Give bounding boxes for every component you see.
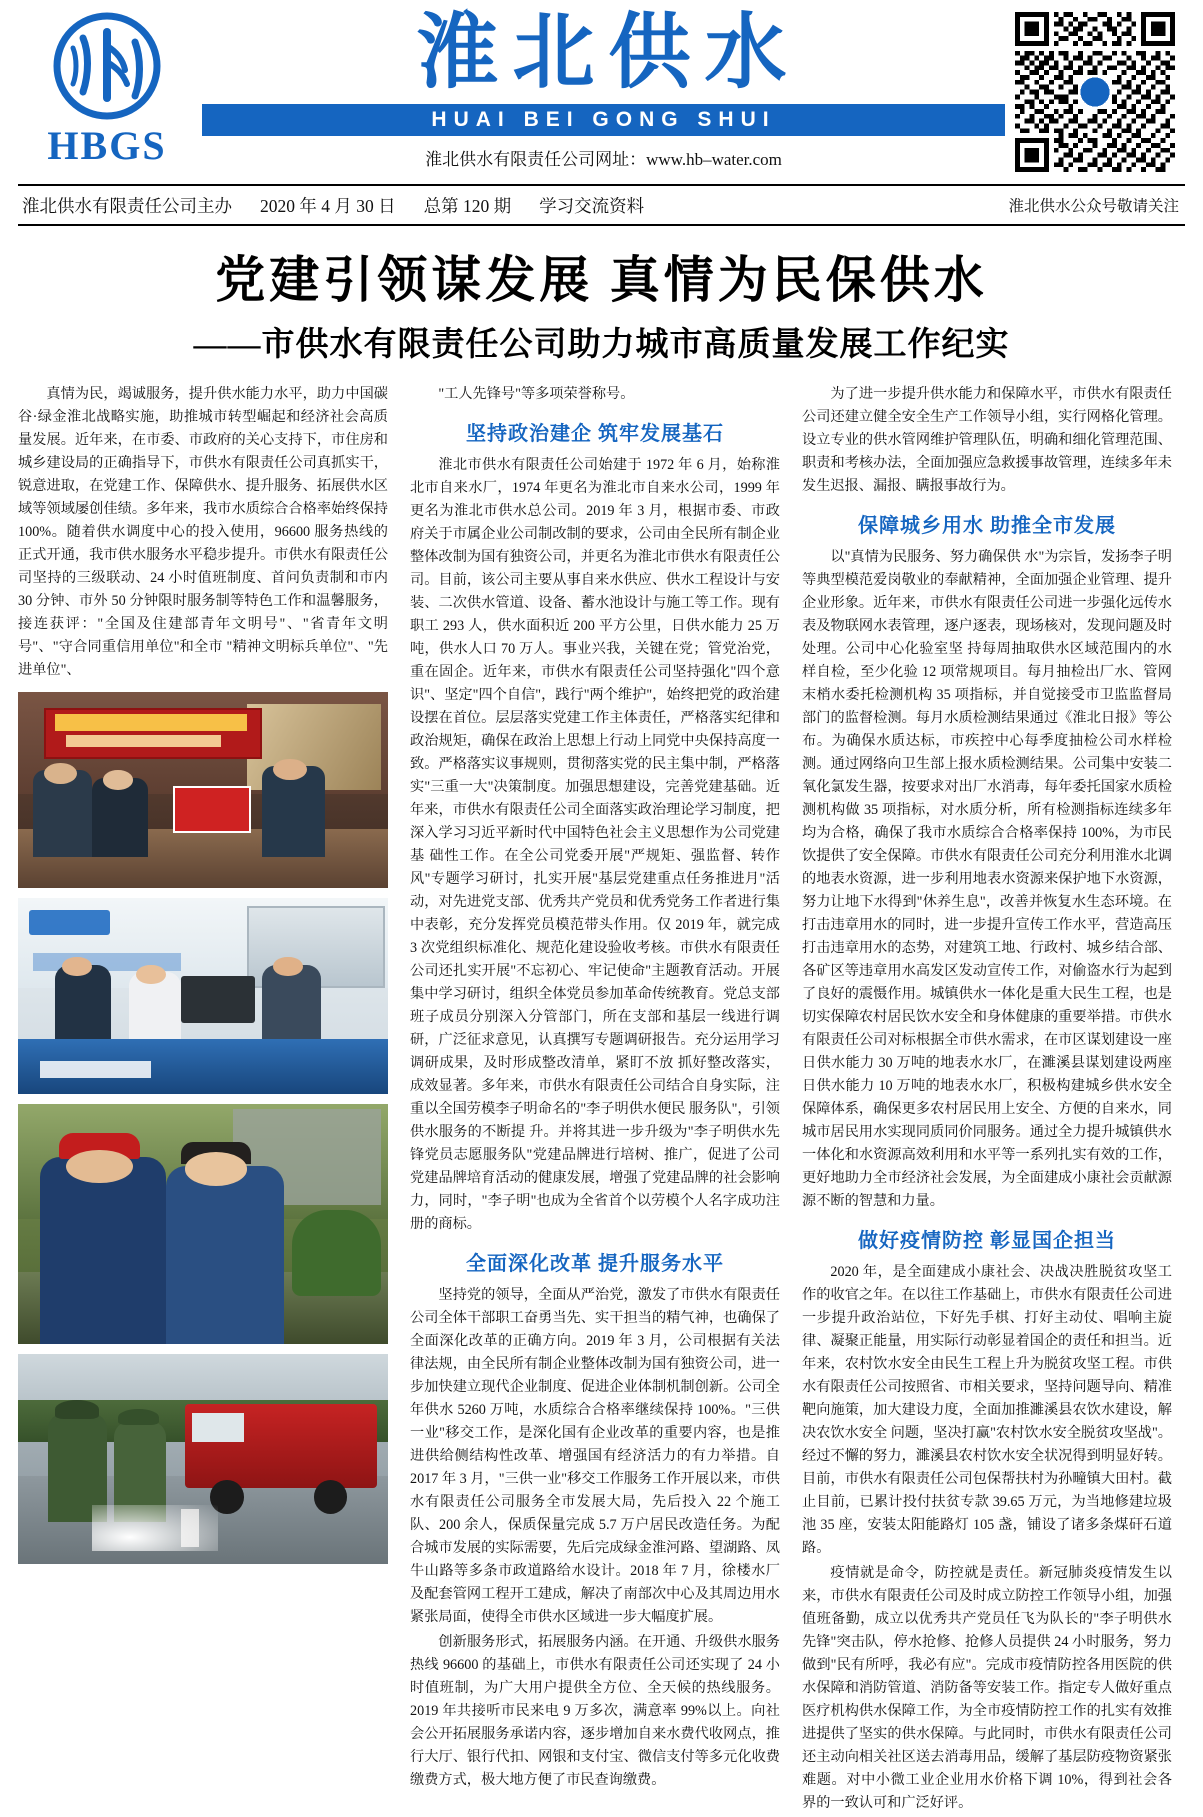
title-block <box>196 7 1005 170</box>
masthead-website: 淮北供水有限责任公司网址：www.hb–water.com <box>425 150 782 169</box>
paragraph: "工人先锋号"等多项荣誉称号。 <box>438 386 635 402</box>
paragraph: 真情为民，竭诚服务，提升供水能力水平，助力中国碳谷·绿金淮北战略实施，助推城市转型崛起和经济社会高质量发展。近年来，在市委、市政府的关心支持下，市住房和城乡建设局的正确指导下，市供水有限责任公司真抓实干，锐意进取，在党建工作、保障供水、提升服务、拓展供水区域等领域屡创佳绩。多年来，我市水质综合合格率始终保持 100%。随着供水调度中心的投入使用，96600 服务热线的正式开通，我市供水服务水平稳步提升。市供水有限责任公司坚持的三级联动、24 小时值班制度、首问负责制和市内 30 分钟、市外 50 分钟限时服务制等特色工作和温馨服务，接连获评："全国及住建部青年文明号"、"省青年文明号"、"守合同重信用单位"和全市 "精神文明标兵单位"、"先进单位"、 <box>18 386 388 678</box>
paragraph: 疫情就是命令，防控就是责任。新冠肺炎疫情发生以来，市供水有限责任公司及时成立防控工作领导小组，加强值班备勤，成立以优秀共产党员任飞为队长的"李子明供水先锋"突击队，停水抢修、抢修人员提供 24 小时服务，努力做到"民有所呼，我必有应"。完成市疫情防控各用医院的供水保障和消防管道、消防备等安装工作。指定专人做好重点医疗机构供水保障工作，为全市疫情防控工作的扎实有效推进提供了坚实的供水保障。与此同时，市供水有限责任公司还主动向相关社区送去消毒用品，缓解了基层防疫物资紧张难题。对中小微工业企业用水价格下调 10%，得到社会各界的一致认可和广泛好评。 <box>802 1565 1172 1811</box>
column-1 <box>18 383 388 1817</box>
paragraph: 淮北市供水有限责任公司始建于 1972 年 6 月，始称淮北市自来水厂，1974 年更名为淮北市自来水公司，1999 年更名为淮北市供水总公司。2019 年 3 月，根据市委、市政府关于市属企业公司制改制的要求，公司由全民所有制企业整体改制为国有独资公司，并更名为淮北市供水有限责任公司。目前，该公司主要从事自来水供应、供水工程设计与安装、二次供水管道、设备、蓄水池设计与施工等工作。现有职工 293 人，供水面积近 200 平方公里，日供水能力 25 万吨，供水人口 70 万人。事业兴我，关键在党；管党治党，重在固企。近年来，市供水有限责任公司坚持强化"四个意 识"、坚定"四个自信"，践行"两个维护"，始终把党的政治建设摆在首位。层层落实党建工作主体责任，严格落实纪律和政治规矩，确保在政治上思想上行动上同党中央保持高度一致。严格落实议事规则，贯彻落实党的民主集中制，严格落实"三重一大"决策制度。加强思想建设，完善党建基础。近年来，市供水有限责任公司全面落实政治理论学习制度，把深入学习习近平新时代中国特色社会主义思想作为公司党建基 础性工作。在全公司党委开展"严规矩、强监督、转作风"专题学习研讨，扎实开展"基层党建重点任务推进月"活动，对先进党支部、优秀共产党员和优秀党务工作者进行集中表彰，充分发挥党员模范带头作用。仅 2019 年，就完成 3 次党组织标准化、规范化建设验收考核。市供水有限责任公司还扎实开展"不忘初心、牢记使命"主题教育活动。开展集中学习研讨，组织全体党员参加革命传统教育。党总支部班子成员分别深入分管部门，所在支部和基层一线进行调 研，广泛征求意见，认真撰写专题调研报告。充分运用学习调研成果，及时形成整改清单，紧盯不放 抓好整改落实，成效显著。多年来，市供水有限责任公司结合自身实际，注重以全国劳模李子明命名的"李子明供水便民 服务队"，引领供水服务的不断提 升。并将其进一步升级为"李子明供水先锋党员志愿服务队"党建品牌进行培树、推广，促进了公司党建品牌培育活动的健康发展，增强了党建品牌的社会影响力，同时，"李子明"也成为全省首个以劳模个人名字成功注册的商标。 <box>410 457 780 1232</box>
section-heading-political-party-building: 坚持政治建企 筑牢发展基石 <box>466 423 724 445</box>
photo-field-service <box>18 1104 388 1344</box>
section-heading-urban-rural-water: 保障城乡用水 助推全市发展 <box>858 515 1116 537</box>
paragraph: 以"真情为民服务、努力确保供 水"为宗旨，发扬李子明等典型模范爱岗敬业的奉献精神，全面加强企业管理、提升企业形象。近年来，市供水有限责任公司进一步强化远传水表及物联网水表管理，逐户逐表，现场核对，发现问题及时处理。公司中心化验室坚 持每周抽取供水区域范围内的水样自检，至少化验 12 项常规项目。每月抽检出厂水、管网末梢水委托检测机构 35 项指标，并自觉接受市卫监监督局部门的监督检测。每月水质检测结果通过《淮北日报》等公布。为确保水质达标，市疾控中心每季度抽检公司水样检测。通过网络向卫生部上报水质检测结果。公司集中安装二氧化氯发生器，按要求对出厂水消毒，每年委托国家水质检 测机构做 35 项指标，对水质分析，所有检测指标连续多年均为合格，确保了我市水质综合合格率保持 100%，为市民饮提供了安全保障。市供水有限责任公司充分利用淮水北调的地表水资源，进一步利用地表水资源来保护地下水资源，努力让地下水得到"休养生息"，改善并恢复水生态环境。在打击违章用水的同时，进一步提升宣传工作水平，营造高压打击违章用水的态势，对建筑工地、行政村、城乡结合部、各矿区等违章用水高发区发动宣传工作，对偷盗水行为起到了良好的震慑作用。城镇供水一体化是重大民生工程，也是切实保障农村居民饮水安全和身体健康的重要举措。市供水有限责任公司对标根据全市供水需求，在市区谋划建设一座日供水能力 30 万吨的地表水水厂，在濉溪县谋划建设两座日供水能力 10 万吨的地表水水厂，积极构建城乡供水安全保障体系，确保更多农村居民用上安全、方便的自来水，同城市居民用水实现同质同价同服务。通过全力提升城镇供水一体化和水资源高效利用和水平等一系列扎实有效的工作，更好地助力全市经济社会发展，为全面建成小康社会贡献源源不断的智慧和力量。 <box>802 549 1172 1209</box>
logo-block <box>18 12 196 166</box>
issue-category: 学习交流资料 <box>539 195 645 216</box>
headline-block <box>18 226 1185 375</box>
masthead-title: 淮北供水 <box>416 7 801 98</box>
company-logo-icon <box>43 12 171 124</box>
info-bar-left <box>18 193 644 218</box>
logo-letters: HBGS <box>47 123 167 168</box>
photo-fire-truck-hydrant <box>18 1354 388 1564</box>
info-bar <box>18 184 1185 226</box>
section-heading-epidemic-prevention: 做好疫情防控 彰显国企担当 <box>858 1230 1116 1252</box>
masthead <box>18 0 1185 178</box>
issue-number: 总第 120 期 <box>423 195 512 216</box>
qr-caption: 淮北供水公众号敬请关注 <box>1008 198 1179 215</box>
paragraph: 为了进一步提升供水能力和保障水平，市供水有限责任公司还建立健全安全生产工作领导小组，实行网格化管理。设立专业的供水管网维护管理队伍，明确和细化管理范围、职责和考核办法，全面加强应急救援事故管理，连续多年未发生迟报、漏报、瞒报事故行为。 <box>802 386 1172 494</box>
qr-block <box>1005 12 1185 172</box>
paragraph: 2020 年，是全面建成小康社会、决战决胜脱贫攻坚工作的收官之年。在以往工作基础上，市供水有限责任公司进一步提升政治站位，下好先手棋、打好主动仗、唱响主旋律、凝聚正能量，用实际行动彰显着国企的责任和担当。近年来，农村饮水安全由民生工程上升为脱贫攻坚工程。市供水有限责任公司按照省、市相关要求，坚持问题导向、精准靶向施策，加大建设力度，全面加推濉溪县农饮水建设，解决农饮水安全 问题，坚决打赢"农村饮水安全脱贫攻坚战"。经过不懈的努力，濉溪县农村饮水安全状况得到明显好转。目前，市供水有限责任公司包保帮扶村为孙疃镇大田村。截止目前，已累计投付扶贫专款 39.65 万元，为当地修建垃圾池 35 座，安装太阳能路灯 105 盏，铺设了诸多条煤矸石道路。 <box>802 1264 1172 1556</box>
photo-party-member-election-meeting <box>18 692 388 888</box>
masthead-pinyin: HUAI BEI GONG SHUI <box>202 104 1005 136</box>
publisher-label: 淮北供水有限责任公司主办 <box>22 195 232 216</box>
paragraph: 坚持党的领导，全面从严治党，激发了市供水有限责任公司全体干部职工奋勇当先、实干担当的精气神，也确保了全面深化改革的正确方向。2019 年 3 月，公司根据有关法律法规，由全民所有制企业整体改制为国有独资公司，进一步加快建立现代企业制度、促进企业体制机制创新。公司全年供水 5260 万吨，水质综合合格率继续保持 100%。"三供一业"移交工作，是深化国有企业改革的重要内容，也是推进供给侧结构性改革、增强国有经济活力的有力举措。自 2017 年 3 月，"三供一业"移交工作服务工作开展以来，市供水有限责任公司服务全市发展大局，先后投入 22 个施工队、200 余人，保质保量完成 5.7 万户居民改造任务。为配合城市发展的实际需要，先后完成绿金淮河路、望湖路、凤牛山路等多条市政道路给水设计。2018 年 7 月，徐楼水厂及配套管网工程开工建成，解决了南部次中心及其周边用水紧张局面，使得全市供水区域进一步大幅度扩展。 <box>410 1287 780 1625</box>
qr-code-image <box>1015 12 1175 172</box>
issue-date: 2020 年 4 月 30 日 <box>260 195 396 216</box>
paragraph: 创新服务形式，拓展服务内涵。在开通、升级供水服务热线 96600 的基础上，市供水有限责任公司还实现了 24 小时值班制，为广大用户提供全方位、全天候的热线服务。2019 年共接听市民来电 9 万多次，满意率 99%以上。向社 会公开拓展服务承诺内容，逐步增加自来水费代收网点，推行大厅、银行代扣、网银和支付宝、微信支付等多元化收费缴费方式，极大地方便了市民查询缴费。 <box>410 1634 780 1788</box>
column-3 <box>802 383 1172 1817</box>
headline-main: 党建引领谋发展 真情为民保供水 <box>215 252 988 308</box>
headline-sub: ——市供水有限责任公司助力城市高质量发展工作纪实 <box>193 327 1010 363</box>
column-2 <box>410 383 780 1817</box>
photo-service-hall <box>18 898 388 1094</box>
article-columns <box>18 383 1185 1817</box>
section-heading-deepen-reform: 全面深化改革 提升服务水平 <box>466 1253 724 1275</box>
